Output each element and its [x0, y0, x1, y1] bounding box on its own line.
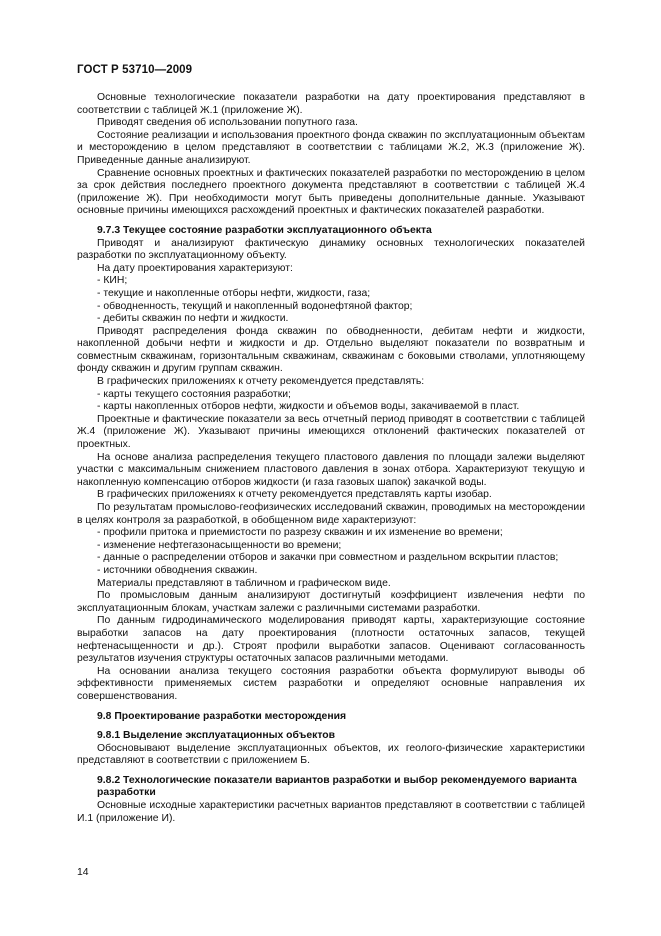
list-item: - дебиты скважин по нефти и жидкости. [97, 313, 289, 325]
list-item: - карты текущего состояния разработки; [97, 388, 291, 400]
section-heading: 9.8.1 Выделение эксплуатационных объектов [97, 730, 336, 742]
paragraph: Приводят распределения фонда скважин по обводненности, дебитам нефти и жидкости, накопленной добычи нефти и жидкости и др. Отдельно выделяют показатели по возвратным и совместным скважинам, горизонтальным скважинам, скважинам с боковыми стволами, уплотняющему фонду скважин и другим группам скважин. [77, 325, 585, 375]
paragraph: Проектные и фактические показатели за весь отчетный период приводят в соответствии с таблицей Ж.4 (приложение Ж). Указывают причины имеющихся отклонений фактических показателей от проектных. [77, 413, 585, 451]
list-item: - текущие и накопленные отборы нефти, жидкости, газа; [97, 287, 371, 299]
paragraph: В графических приложениях к отчету рекомендуется представлять карты изобар. [97, 489, 492, 501]
paragraph: Приводят и анализируют фактическую динамику основных технологических показателей разработки по эксплуатационному объекту. [77, 237, 585, 262]
paragraph: Сравнение основных проектных и фактических показателей разработки по месторождению в целом за срок действия последнего проектного документа представляют в соответствии с таблицей Ж.4 (приложение Ж). При необходимости могут быть приведены дополнительные данные. Указывают основные причины имеющихся расхождений проектных и фактических показателей разработки. [77, 167, 585, 217]
page-header: ГОСТ Р 53710—2009 [77, 64, 193, 76]
paragraph: Состояние реализации и использования проектного фонда скважин по эксплуатационным объектам и месторождению в целом представляют в соответствии с таблицами Ж.2, Ж.3 (приложение Ж). Приведенные данные анализируют. [77, 129, 585, 166]
paragraph: Основные технологические показатели разработки на дату проектирования представляют в соответствии с таблицей Ж.1 (приложение Ж). [77, 92, 585, 116]
list-item: - карты накопленных отборов нефти, жидкости и объемов воды, закачиваемой в пласт. [97, 401, 520, 413]
list-item: - КИН; [97, 275, 128, 287]
paragraph: В графических приложениях к отчету рекомендуется представлять: [97, 376, 425, 388]
list-item: - изменение нефтегазонасыщенности во времени; [97, 539, 342, 551]
paragraph: На основе анализа распределения текущего пластового давления по площади залежи выделяют участки с максимальным снижением пластового давления в зонах отбора. Характеризуют текущую и накопленную компенсацию отборов жидкости (и газа газовых шапок) закачкой воды. [77, 451, 585, 488]
paragraph: Основные исходные характеристики расчетных вариантов представляют в соответствии с таблицей И.1 (приложение И). [77, 800, 585, 824]
paragraph: Обосновывают выделение эксплуатационных объектов, их геолого-физические характеристики представляют в соответствии с приложением Б. [77, 742, 585, 767]
section-heading: 9.8 Проектирование разработки месторождения [97, 710, 347, 722]
paragraph: По данным гидродинамического моделирования приводят карты, характеризующие состояние выработки запасов на дату проектирования (плотности остаточных запасов, текущей нефтенасыщенности и др.). Строят профили выработки запасов. Оценивают согласованность результатов изучения структуры остаточных запасов различными методами. [77, 615, 585, 665]
list-item: - источники обводнения скважин. [97, 564, 258, 576]
page-number: 14 [77, 867, 89, 878]
section-heading: 9.8.2 Технологические показатели вариантов разработки и выбор рекомендуемого варианта разработки [97, 774, 577, 799]
section-heading: 9.7.3 Текущее состояние разработки эксплуатационного объекта [97, 224, 432, 236]
paragraph: Приводят сведения об использовании попутного газа. [97, 117, 358, 129]
list-item: - профили притока и приемистости по разрезу скважин и их изменение во времени; [97, 527, 503, 539]
paragraph: По промысловым данным анализируют достигнутый коэффициент извлечения нефти по эксплуатационным блокам, участкам залежи с различными системами разработки. [77, 590, 585, 614]
paragraph: Материалы представляют в табличном и графическом виде. [97, 577, 391, 589]
list-item: - данные о распределении отборов и закачки при совместном и раздельном вскрытии пластов; [97, 552, 559, 564]
paragraph: На дату проектирования характеризуют: [97, 262, 293, 274]
paragraph: По результатам промыслово-геофизических исследований скважин, проводимых на месторождении в целях контроля за разработкой, в обобщенном виде характеризуют: [77, 502, 585, 526]
list-item: - обводненность, текущий и накопленный водонефтяной фактор; [97, 300, 413, 312]
document-body [77, 92, 585, 825]
paragraph: На основании анализа текущего состояния разработки объекта формулируют выводы об эффективности применяемых систем разработки и определяют основные направления их совершенствования. [77, 665, 585, 702]
